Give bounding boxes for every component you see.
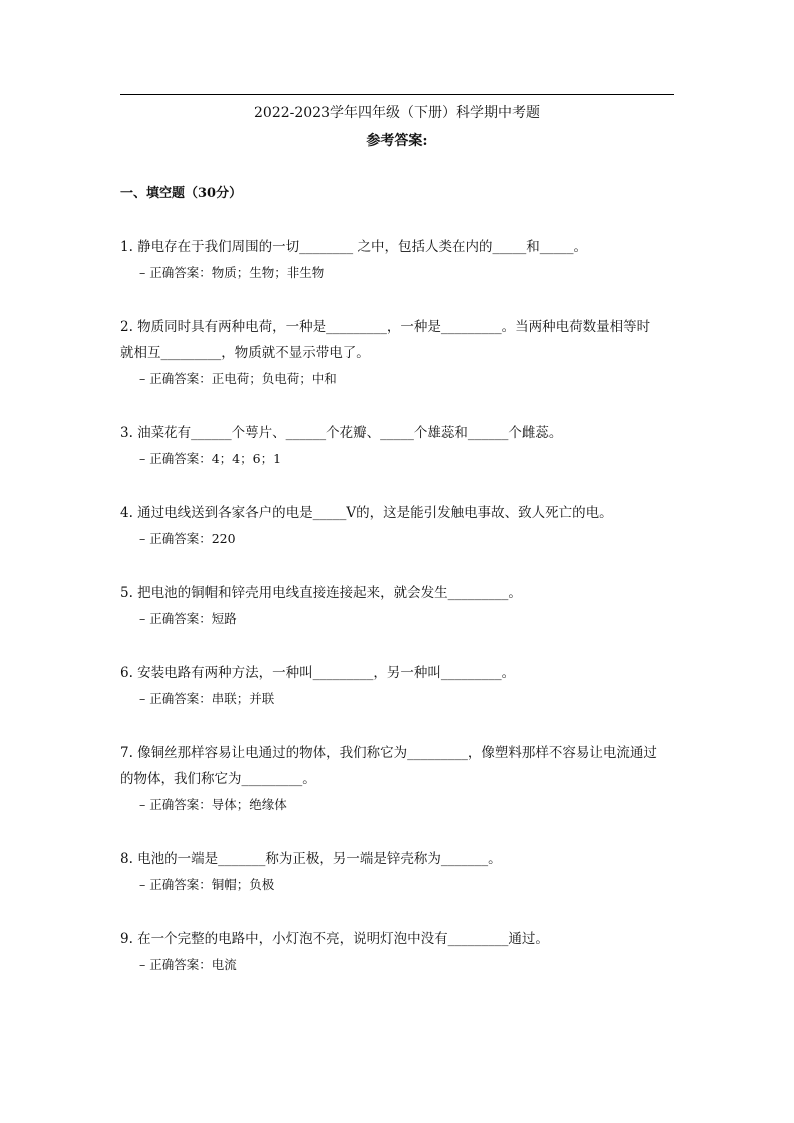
question-3: [120, 420, 676, 472]
question-text: 3. 油菜花有______个萼片、______个花瓣、_____个雄蕊和______个雌蕊。: [120, 425, 563, 441]
answer-value: 串联；并联: [211, 691, 275, 706]
answer-line: [120, 792, 676, 818]
question-7: [120, 740, 676, 818]
answer-key-heading: 参考答案:: [366, 133, 428, 149]
answer-line: [120, 260, 676, 286]
answer-prefix: – 正确答案：: [139, 531, 212, 546]
answer-value: 短路: [211, 611, 237, 626]
answer-prefix: – 正确答案：: [139, 797, 212, 812]
section-heading: 一、填空题（30分）: [120, 186, 243, 201]
question-text: 6. 安装电路有两种方法，一种叫_________，另一种叫_________。: [120, 665, 516, 681]
answer-value: 导体；绝缘体: [211, 797, 287, 812]
answer-prefix: – 正确答案：: [139, 611, 212, 626]
answer-value: 铜帽；负极: [211, 877, 275, 892]
header-rule: [120, 94, 674, 95]
answer-prefix: – 正确答案：: [139, 957, 212, 972]
answer-value: 220: [211, 531, 236, 546]
question-8: [120, 846, 676, 898]
question-text: 1. 静电存在于我们周围的一切________ 之中，包括人类在内的_____和_____。: [120, 239, 587, 255]
answer-prefix: – 正确答案：: [139, 265, 212, 280]
question-text-continued: 就相互_________，物质就不显示带电了。: [120, 345, 370, 361]
answer-line: [120, 526, 676, 552]
question-text: 4. 通过电线送到各家各户的电是_____V的，这是能引发触电事故、致人死亡的电。: [120, 505, 613, 521]
answer-value: 电流: [211, 957, 237, 972]
answer-value: 正电荷；负电荷；中和: [211, 371, 337, 386]
question-2: [120, 314, 676, 392]
question-6: [120, 660, 676, 712]
answer-prefix: – 正确答案：: [139, 691, 212, 706]
question-5: [120, 580, 676, 632]
question-text: 2. 物质同时具有两种电荷，一种是_________，一种是_________。当两种电荷数量相等时: [120, 319, 651, 335]
question-4: [120, 500, 676, 552]
question-1: [120, 234, 676, 286]
question-text-continued: 的物体，我们称它为_________。: [120, 771, 316, 787]
question-text: 5. 把电池的铜帽和锌壳用电线直接连接起来，就会发生_________。: [120, 585, 522, 601]
answer-value: 4；4；6；1: [211, 451, 282, 466]
answer-line: [120, 366, 676, 392]
answer-line: [120, 606, 676, 632]
question-text: 8. 电池的一端是_______称为正极，另一端是锌壳称为_______。: [120, 851, 502, 867]
answer-line: [120, 686, 676, 712]
answer-prefix: – 正确答案：: [139, 371, 212, 386]
document-title: 2022-2023学年四年级（下册）科学期中考题: [254, 105, 540, 121]
answer-value: 物质；生物；非生物: [211, 265, 325, 280]
answer-line: [120, 446, 676, 472]
answer-prefix: – 正确答案：: [139, 451, 212, 466]
answer-prefix: – 正确答案：: [139, 877, 212, 892]
question-9: [120, 926, 676, 978]
question-text: 7. 像铜丝那样容易让电通过的物体，我们称它为_________，像塑料那样不容易让电流通过: [120, 745, 657, 761]
answer-line: [120, 872, 676, 898]
question-text: 9. 在一个完整的电路中，小灯泡不亮，说明灯泡中没有_________通过。: [120, 931, 549, 947]
answer-line: [120, 952, 676, 978]
